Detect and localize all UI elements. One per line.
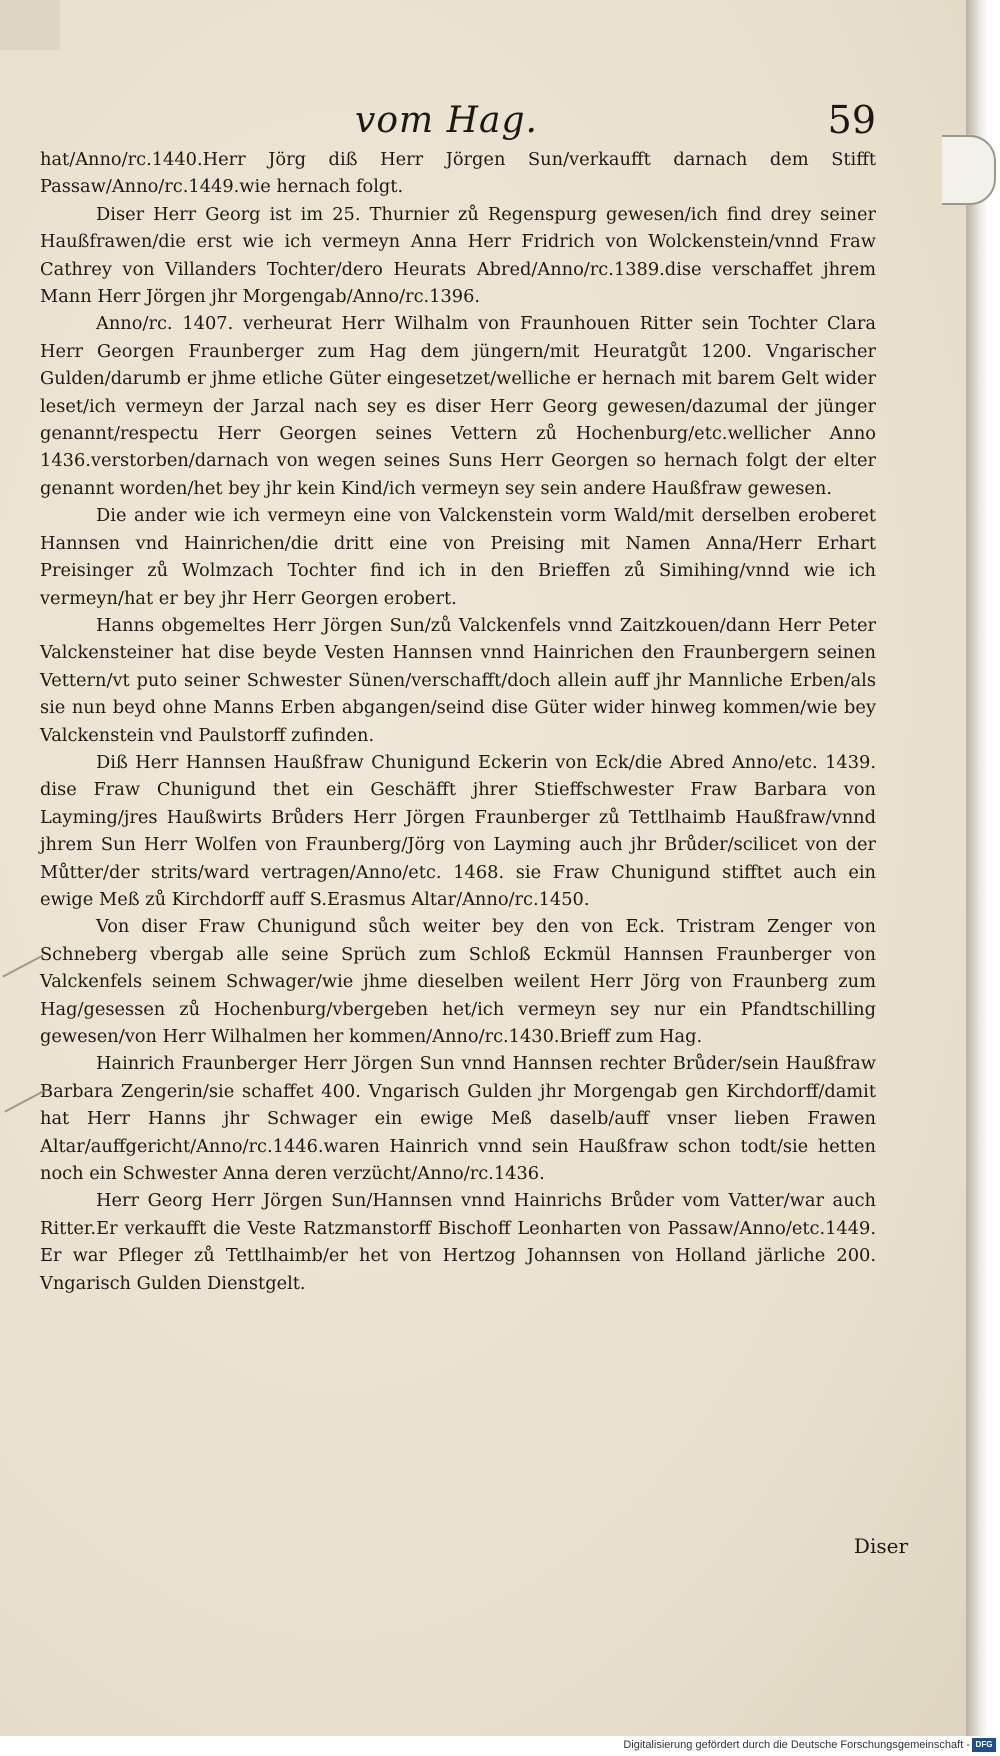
paragraph: Hanns obgemeltes Herr Jörgen Sun/zů Valckenfels vnnd Zaitzkouen/dann Herr Peter Valckensteiner hat dise beyde Vesten Hannsen vnnd Hainrichen den Fraunbergern seinen Vettern/vt puto seiner Schwester Sünen/verschafft/doch allein auff jhr Mannliche Erben/als sie nun beyd ohne Manns Erben abgangen/seind dise Güter wider hinweg kommen/wie bey Valckenstein vnd Paulstorff zufinden.	[40, 614, 876, 746]
corner-stain	[0, 0, 60, 50]
paragraph: Diser Herr Georg ist im 25. Thurnier zů Regenspurg gewesen/ich find drey seiner Haußfrawen/die erst wie ich vermeyn Anna Herr Fridrich von Wolckenstein/vnnd Fraw Cathrey von Villanders Tochter/dero Heurats Abred/Anno/rc.1389.dise verschaffet jhrem Mann Herr Jörgen jhr Morgengab/Anno/rc.1396.	[40, 203, 876, 308]
footer-credit: Digitalisierung gefördert durch die Deutsche Forschungsgemeinschaft -	[623, 1739, 970, 1751]
catchword: Diser	[853, 1534, 908, 1558]
paragraph: Die ander wie ich vermeyn eine von Valckenstein vorm Wald/mit derselben eroberet Hannsen vnd Hainrichen/die dritt eine von Preising mit Namen Anna/Herr Erhart Preisinger zů Wolmzach Tochter find ich in den Brieffen zů Simihing/vnnd wie ich vermeyn/hat er bey jhr Herr Georgen erobert.	[40, 505, 876, 609]
page-number: 59	[827, 98, 876, 142]
paragraph: Diß Herr Hannsen Haußfraw Chunigund Eckerin von Eck/die Abred Anno/etc. 1439. dise Fraw Chunigund thet ein Geschäfft jhrer Stieffschwester Fraw Barbara von Layming/jres Haußwirts Brůders Herr Jörgen Fraunberger zů Tettlhaimb Haußfraw/vnnd jhrem Sun Herr Wolfen von Fraunberg/Jörg von Layming auch jhr Brůder/scilicet von der Můtter/der strits/ward vertragen/Anno/etc. 1468. sie Fraw Chunigund stifftet auch ein ewige Meß zů Kirchdorff auff S.Erasmus Altar/Anno/rc.1450.	[40, 751, 876, 910]
page-edge-shadow	[966, 0, 988, 1736]
page-header	[40, 100, 876, 150]
paragraph: Anno/rc. 1407. verheurat Herr Wilhalm von Fraunhouen Ritter sein Tochter Clara Herr Georgen Fraunberger zum Hag dem jüngern/mit Heuratgůt 1200. Vngarischer Gulden/darumb er jhme etliche Güter eingesetzet/welliche er hernach mit barem Gelt wider leset/ich vermeyn der Jarzal nach sey es diser Herr Georg gewesen/dazumal der jünger genannt/respectu Herr Georgen seines Vettern zů Hochenburg/etc.wellicher Anno 1436.verstorben/darnach von wegen seines Suns Herr Georgen so hernach folgt der elter genannt worden/het bey jhr kein Kind/ich vermeyn sey sein andere Haußfraw gewesen.	[40, 313, 876, 499]
body-text	[40, 146, 876, 1297]
running-head: vom Hag.	[355, 100, 538, 141]
paragraph: Herr Georg Herr Jörgen Sun/Hannsen vnnd Hainrichs Brůder vom Vatter/war auch Ritter.Er verkaufft die Veste Ratzmanstorff Bischoff Leonharten von Passaw/Anno/etc.1449. Er war Pfleger zů Tettlhaimb/er het von Hertzog Johannsen von Holland järliche 200. Vngarisch Gulden Dienstgelt.	[40, 1190, 876, 1294]
paragraph: Hainrich Fraunberger Herr Jörgen Sun vnnd Hannsen rechter Brůder/sein Haußfraw Barbara Zengerin/sie schaffet 400. Vngarisch Gulden jhr Morgengab gen Kirchdorff/damit hat Herr Hanns jhr Schwager ein ewige Meß daselb/auff vnser lieben Frawen Altar/auffgericht/Anno/rc.1446.waren Hainrich vnnd sein Haußfraw schon todt/sie hetten noch ein Schwester Anna deren verzücht/Anno/rc.1436.	[40, 1053, 876, 1185]
footer	[0, 1736, 1000, 1756]
dfg-logo: DFG	[972, 1738, 996, 1752]
page-tab-marker	[942, 135, 996, 205]
paragraph: Von diser Fraw Chunigund sůch weiter bey den von Eck. Tristram Zenger von Schneberg vbergab alle seine Sprüch zum Schloß Eckmül Hannsen Fraunberger von Valckenfels seinem Schwager/wie jhme dieselben weilent Herr Jörg von Fraunberg zum Hag/gesessen zů Hochenburg/vbergeben het/ich vermeyn sey nur ein Pfandtschilling gewesen/von Herr Wilhalmen her kommen/Anno/rc.1430.Brieff zum Hag.	[40, 916, 876, 1047]
paragraph: hat/Anno/rc.1440.Herr Jörg diß Herr Jörgen Sun/verkaufft darnach dem Stifft Passaw/Anno/rc.1449.wie hernach folgt.	[40, 149, 876, 198]
